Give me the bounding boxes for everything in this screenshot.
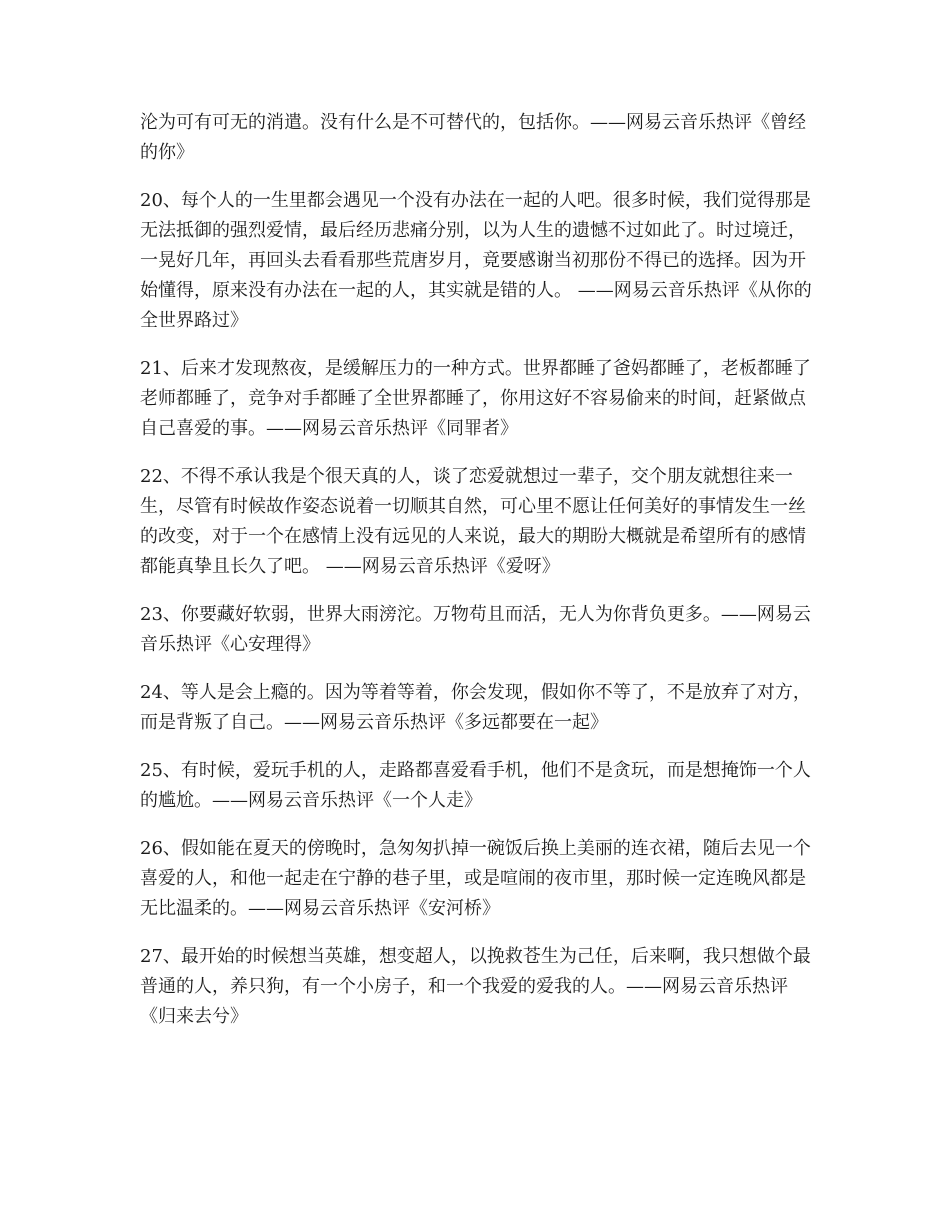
paragraph-24: 24、等人是会上瘾的。因为等着等着，你会发现，假如你不等了，不是放弃了对方，而是背叛了自己。——网易云音乐热评《多远都要在一起》 (140, 682, 811, 733)
paragraph-26: 26、假如能在夏天的傍晚时，急匆匆扒掉一碗饭后换上美丽的连衣裙，随后去见一个喜爱的人，和他一起走在宁静的巷子里，或是喧闹的夜市里，那时候一定连晚风都是无比温柔的。——网易云音乐热评《安河桥》 (140, 838, 811, 919)
paragraph-23: 23、你要藏好软弱，世界大雨滂沱。万物苟且而活，无人为你背负更多。——网易云音乐热评《心安理得》 (140, 604, 811, 655)
paragraph-25: 25、有时候，爱玩手机的人，走路都喜爱看手机，他们不是贪玩，而是想掩饰一个人的尴尬。——网易云音乐热评《一个人走》 (140, 760, 811, 811)
paragraph-27: 27、最开始的时候想当英雄，想变超人，以挽救苍生为己任，后来啊，我只想做个最普通的人，养只狗，有一个小房子，和一个我爱的爱我的人。——网易云音乐热评《归来去兮》 (140, 946, 811, 1027)
document-body (140, 108, 820, 1050)
paragraph-continuation: 沦为可有可无的消遣。没有什么是不可替代的，包括你。——网易云音乐热评《曾经的你》 (140, 112, 806, 163)
paragraph-22: 22、不得不承认我是个很天真的人，谈了恋爱就想过一辈子，交个朋友就想往来一生，尽管有时候故作姿态说着一切顺其自然，可心里不愿让任何美好的事情发生一丝的改变，对于一个在感情上没有远见的人来说，最大的期盼大概就是希望所有的感情都能真挚且长久了吧。 ——网易云音乐热评《爱呀》 (140, 466, 806, 577)
paragraph-21: 21、后来才发现熬夜，是缓解压力的一种方式。世界都睡了爸妈都睡了，老板都睡了老师都睡了，竞争对手都睡了全世界都睡了，你用这好不容易偷来的时间，赶紧做点自己喜爱的事。——网易云音乐热评《同罪者》 (140, 358, 811, 439)
paragraph-20: 20、每个人的一生里都会遇见一个没有办法在一起的人吧。很多时候，我们觉得那是无法抵御的强烈爱情，最后经历悲痛分别，以为人生的遗憾不过如此了。时过境迁，一晃好几年，再回头去看看那些荒唐岁月，竟要感谢当初那份不得已的选择。因为开始懂得，原来没有办法在一起的人，其实就是错的人。 ——网易云音乐热评《从你的全世界路过》 (140, 190, 812, 331)
